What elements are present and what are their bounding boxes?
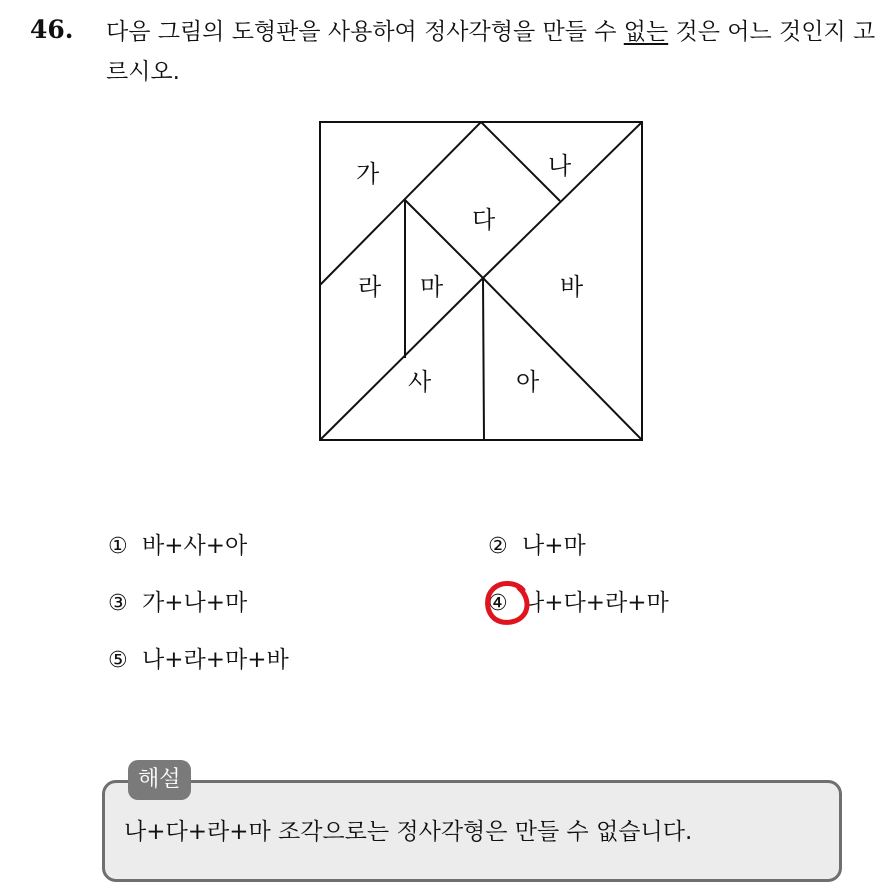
choice-3-number: ③: [108, 591, 128, 616]
piece-label-ma: 마: [420, 273, 444, 301]
choice-4-text: 나+다+라+마: [522, 590, 669, 616]
question-text-underlined: 없는: [623, 19, 669, 45]
choice-2[interactable]: [488, 528, 586, 565]
question-text: [106, 12, 876, 92]
choice-1-number: ①: [108, 534, 128, 559]
tangram-figure: [318, 120, 646, 446]
piece-label-ba: 바: [560, 273, 584, 301]
choice-3-text: 가+나+마: [142, 590, 248, 616]
piece-label-na: 나: [548, 152, 572, 180]
edge-diagonal: [483, 122, 642, 278]
question-text-after: 것은 어느 것인지 고르시오.: [106, 19, 876, 85]
choice-4[interactable]: [488, 585, 669, 622]
piece-label-da: 다: [472, 206, 496, 234]
explanation-text: 나+다+라+마 조각으로는 정사각형은 만들 수 없습니다.: [124, 819, 693, 845]
choice-3[interactable]: [108, 585, 247, 622]
tangram-svg: [318, 120, 646, 446]
choice-1-text: 바+사+아: [142, 533, 248, 559]
choice-5-text: 나+라+마+바: [142, 647, 289, 673]
choice-5-number: ⑤: [108, 648, 128, 673]
question-number: 46.: [30, 15, 74, 44]
edge-sa-ma: [320, 278, 483, 440]
answer-choices: [108, 528, 828, 698]
edge-a-ba: [483, 278, 642, 440]
choice-5[interactable]: [108, 642, 289, 679]
choice-2-text: 나+마: [522, 533, 586, 559]
choice-2-number: ②: [488, 534, 508, 559]
piece-label-ra: 라: [358, 273, 382, 301]
explanation-tag: 해설: [128, 760, 191, 800]
choice-1[interactable]: [108, 528, 247, 565]
question-text-before: 다음 그림의 도형판을 사용하여 정사각형을 만들 수: [106, 19, 624, 45]
piece-label-ga: 가: [356, 160, 380, 188]
piece-label-a: 아: [516, 368, 540, 396]
piece-label-sa: 사: [408, 368, 432, 396]
edge-sa-a: [483, 278, 484, 440]
edge-ra-ga: [320, 122, 481, 285]
choice-4-number: ④: [488, 591, 508, 616]
